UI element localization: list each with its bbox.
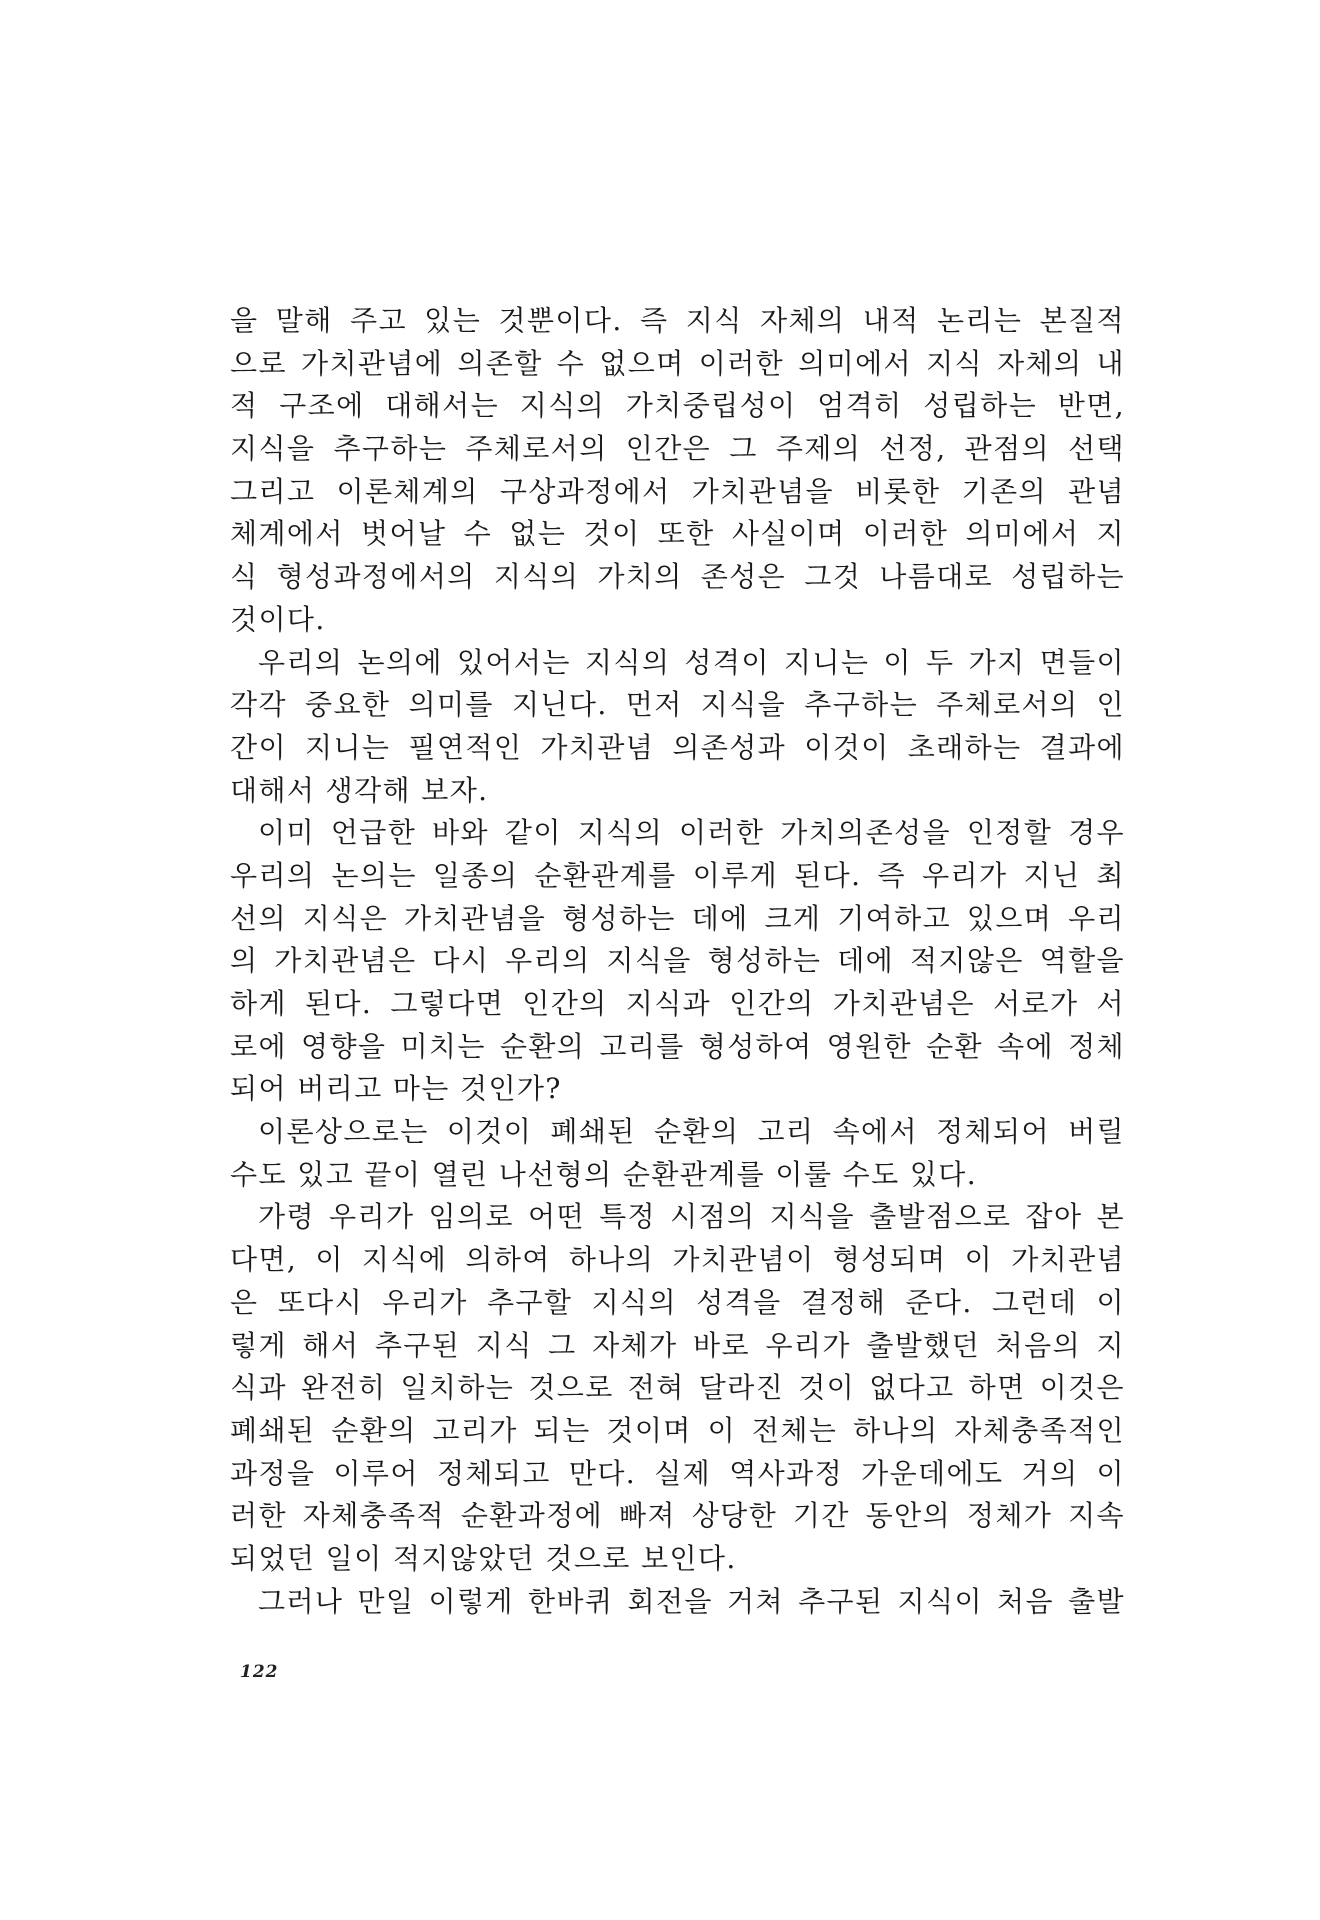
text-line: 되어 버리고 마는 것인가? [230,1072,562,1106]
text-line: 대해서 생각해 보자. [230,773,489,807]
text-line: 은 또다시 우리가 추구할 지식의 성격을 결정해 준다. 그런데 이 [230,1285,1125,1319]
text-line: 식과 완전히 일치하는 것으로 전혀 달라진 것이 없다고 하면 이것은 [230,1371,1125,1405]
text-line: 선의 지식은 가치관념을 형성하는 데에 크게 기여하고 있으며 우리 [230,901,1125,935]
text-line: 이론상으로는 이것이 폐쇄된 순환의 고리 속에서 정체되어 버릴 [258,1115,1125,1149]
text-line: 식 형성과정에서의 지식의 가치의 존성은 그것 나름대로 성립하는 [230,560,1125,594]
text-line: 의 가치관념은 다시 우리의 지식을 형성하는 데에 적지않은 역할을 [230,944,1125,978]
text-line: 로에 영향을 미치는 순환의 고리를 형성하여 영원한 순환 속에 정체 [230,1029,1125,1063]
text-line: 간이 지니는 필연적인 가치관념 의존성과 이것이 초래하는 결과에 [230,730,1125,764]
text-line: 가령 우리가 임의로 어떤 특정 시점의 지식을 출발점으로 잡아 본 [258,1200,1125,1234]
text-line: 으로 가치관념에 의존할 수 없으며 이러한 의미에서 지식 자체의 내 [230,346,1125,380]
text-line: 렇게 해서 추구된 지식 그 자체가 바로 우리가 출발했던 처음의 지 [230,1328,1125,1362]
text-line: 지식을 추구하는 주체로서의 인간은 그 주제의 선정, 관점의 선택 [230,432,1125,466]
text-line: 되었던 일이 적지않았던 것으로 보인다. [230,1541,737,1575]
text-line: 폐쇄된 순환의 고리가 되는 것이며 이 전체는 하나의 자체충족적인 [230,1413,1125,1447]
text-line: 우리의 논의에 있어서는 지식의 성격이 지니는 이 두 가지 면들이 [258,645,1125,679]
text-line: 러한 자체충족적 순환과정에 빠져 상당한 기간 동안의 정체가 지속 [230,1499,1125,1533]
text-line: 을 말해 주고 있는 것뿐이다. 즉 지식 자체의 내적 논리는 본질적 [230,304,1125,337]
text-line: 이미 언급한 바와 같이 지식의 이러한 가치의존성을 인정할 경우 [258,816,1125,850]
text-line: 과정을 이루어 정체되고 만다. 실제 역사과정 가운데에도 거의 이 [230,1456,1125,1490]
text-line: 우리의 논의는 일종의 순환관계를 이루게 된다. 즉 우리가 지닌 최 [230,858,1125,892]
text-line: 다면, 이 지식에 의하여 하나의 가치관념이 형성되며 이 가치관념 [230,1243,1125,1277]
body-text [230,300,1125,1623]
text-line: 하게 된다. 그렇다면 인간의 지식과 인간의 가치관념은 서로가 서 [230,987,1125,1020]
page-number: 122 [240,1662,279,1682]
text-line: 그러나 만일 이렇게 한바퀴 회전을 거쳐 추구된 지식이 처음 출발 [258,1584,1125,1618]
text-line: 것이다. [230,602,326,636]
text-line: 체계에서 벗어날 수 없는 것이 또한 사실이며 이러한 의미에서 지 [230,517,1125,551]
text-line: 적 구조에 대해서는 지식의 가치중립성이 엄격히 성립하는 반면, [230,389,1125,423]
text-line: 각각 중요한 의미를 지닌다. 먼저 지식을 추구하는 주체로서의 인 [230,688,1125,722]
text-line: 그리고 이론체계의 구상과정에서 가치관념을 비롯한 기존의 관념 [230,474,1125,508]
text-line: 수도 있고 끝이 열린 나선형의 순환관계를 이룰 수도 있다. [230,1157,978,1191]
